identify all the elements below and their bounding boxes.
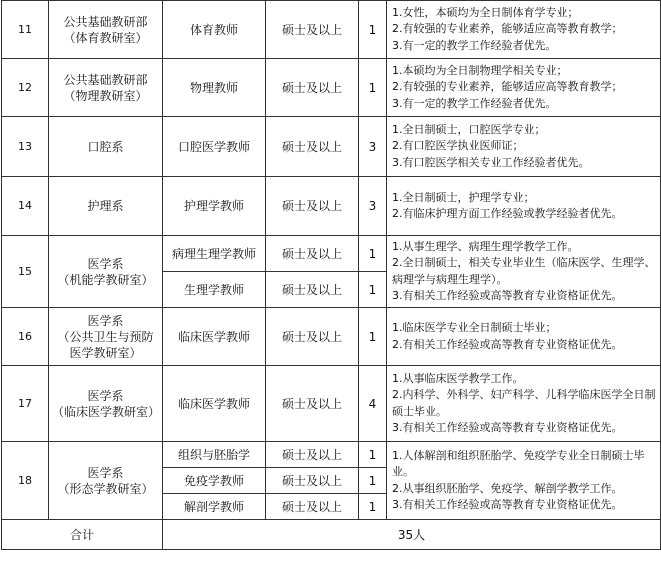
- department-cell: [49, 366, 163, 442]
- requirement-item: 1.人体解剖和组织胚胎学、免疫学专业全日制硕士毕业。: [392, 448, 645, 478]
- education-requirement: 硕士及以上: [266, 468, 359, 494]
- headcount: 1: [359, 442, 387, 468]
- total-value: 35人: [163, 520, 661, 550]
- education-requirement: 硕士及以上: [266, 177, 359, 236]
- department-line: 医学教研室）: [69, 345, 142, 360]
- department-line: （机能学教研室）: [57, 272, 154, 287]
- position-title: 临床医学教师: [163, 366, 266, 442]
- table-row: [2, 1, 661, 59]
- recruitment-table: [1, 0, 661, 550]
- requirement-item: 3.有相关工作经验或高等教育专业资格证优先。: [392, 498, 623, 511]
- department-cell: [49, 236, 163, 308]
- requirement-item: 2.有较强的专业素养，能够适应高等教育教学；: [392, 22, 623, 36]
- row-number: 13: [2, 117, 49, 177]
- department-line: 公共基础教研部: [63, 14, 148, 29]
- requirements-cell: [387, 177, 661, 236]
- requirement-item: 2.全日制硕士，相关专业毕业生（临床医学、生理学、病理学与病理生理学）。: [392, 256, 656, 286]
- requirement-item: 1.本硕均为全日制物理学相关专业；: [392, 63, 568, 77]
- requirement-item: 1.女性，本硕均为全日制体育学专业；: [392, 5, 579, 19]
- position-title: 免疫学教师: [163, 468, 266, 494]
- education-requirement: 硕士及以上: [266, 308, 359, 366]
- row-number: 14: [2, 177, 49, 236]
- department-cell: [49, 442, 163, 520]
- requirement-item: 2.有较强的专业素养，能够适应高等教育教学；: [392, 80, 623, 94]
- headcount: 1: [359, 468, 387, 494]
- requirement-item: 2.有临床护理方面工作经验或教学经验者优先。: [392, 207, 623, 220]
- department-line: 医学系: [87, 256, 124, 271]
- requirements-cell: [387, 59, 661, 117]
- requirement-item: 3.有相关工作经验或高等教育专业资格证优先。: [392, 421, 623, 434]
- table-row: [2, 117, 661, 177]
- department-line: （体育教研室）: [63, 30, 148, 45]
- education-requirement: 硕士及以上: [266, 366, 359, 442]
- department-line: 医学系: [87, 388, 124, 403]
- department-line: 医学系: [87, 313, 124, 328]
- position-title: 临床医学教师: [163, 308, 266, 366]
- table-row: [2, 366, 661, 442]
- education-requirement: 硕士及以上: [266, 494, 359, 520]
- education-requirement: 硕士及以上: [266, 117, 359, 177]
- department-line: 公共基础教研部: [63, 72, 148, 87]
- requirements-cell: [387, 117, 661, 177]
- education-requirement: 硕士及以上: [266, 1, 359, 59]
- department-line: （公共卫生与预防: [57, 329, 154, 344]
- headcount: 4: [359, 366, 387, 442]
- position-title: 解剖学教师: [163, 494, 266, 520]
- requirement-item: 1.全日制硕士，口腔医学专业；: [392, 122, 546, 136]
- requirement-item: 1.从事临床医学教学工作。: [392, 371, 524, 385]
- position-title: 体育教师: [163, 1, 266, 59]
- education-requirement: 硕士及以上: [266, 272, 359, 308]
- row-number: 15: [2, 236, 49, 308]
- requirements-cell: [387, 308, 661, 366]
- row-number: 12: [2, 59, 49, 117]
- requirements-cell: [387, 1, 661, 59]
- department-line: （形态学教研室）: [57, 481, 154, 496]
- position-title: 生理学教师: [163, 272, 266, 308]
- department-cell: [49, 1, 163, 59]
- position-title: 物理教师: [163, 59, 266, 117]
- headcount: 1: [359, 1, 387, 59]
- department-cell: [49, 59, 163, 117]
- requirement-item: 2.有口腔医学执业医师证；: [392, 139, 524, 153]
- position-title: 组织与胚胎学: [163, 442, 266, 468]
- education-requirement: 硕士及以上: [266, 59, 359, 117]
- requirement-item: 1.从事生理学、病理生理学教学工作。: [392, 239, 579, 253]
- headcount: 3: [359, 117, 387, 177]
- table-row: [2, 442, 661, 468]
- row-number: 17: [2, 366, 49, 442]
- table-row: [2, 236, 661, 272]
- requirements-cell: [387, 442, 661, 520]
- table-row: [2, 308, 661, 366]
- requirement-item: 3.有口腔医学相关专业工作经验者优先。: [392, 155, 590, 169]
- department-line: 医学系: [87, 465, 124, 480]
- headcount: 1: [359, 236, 387, 272]
- department-line: 护理系: [87, 199, 124, 213]
- requirements-cell: [387, 366, 661, 442]
- headcount: 3: [359, 177, 387, 236]
- requirements-cell: [387, 236, 661, 308]
- department-cell: [49, 177, 163, 236]
- education-requirement: 硕士及以上: [266, 236, 359, 272]
- requirement-item: 3.有一定的教学工作经验者优先。: [392, 38, 557, 52]
- position-title: 护理学教师: [163, 177, 266, 236]
- department-line: （临床医学教研室）: [52, 404, 161, 419]
- department-cell: [49, 117, 163, 177]
- table-row: [2, 177, 661, 236]
- requirement-item: 3.有相关工作经验或高等教育专业资格证优先。: [392, 289, 623, 302]
- department-line: 口腔系: [87, 139, 124, 154]
- position-title: 病理生理学教师: [163, 236, 266, 272]
- headcount: 1: [359, 59, 387, 117]
- headcount: 1: [359, 494, 387, 520]
- requirement-item: 1.全日制硕士，护理学专业；: [392, 190, 535, 204]
- requirement-item: 3.有一定的教学工作经验者优先。: [392, 96, 557, 110]
- position-title: 口腔医学教师: [163, 117, 266, 177]
- department-line: （物理教研室）: [63, 88, 148, 103]
- requirement-item: 2.内科学、外科学、妇产科学、儿科学临床医学全日制硕士毕业。: [392, 388, 656, 418]
- row-number: 11: [2, 1, 49, 59]
- total-label: 合计: [2, 520, 163, 550]
- requirement-item: 1.临床医学专业全日制硕士毕业；: [392, 321, 557, 334]
- headcount: 1: [359, 308, 387, 366]
- requirement-item: 2.从事组织胚胎学、免疫学、解剖学教学工作。: [392, 481, 623, 495]
- row-number: 16: [2, 308, 49, 366]
- row-number: 18: [2, 442, 49, 520]
- requirement-item: 2.有相关工作经验或高等教育专业资格证优先。: [392, 337, 623, 351]
- education-requirement: 硕士及以上: [266, 442, 359, 468]
- headcount: 1: [359, 272, 387, 308]
- total-row: [2, 520, 661, 550]
- table-row: [2, 59, 661, 117]
- department-cell: [49, 308, 163, 366]
